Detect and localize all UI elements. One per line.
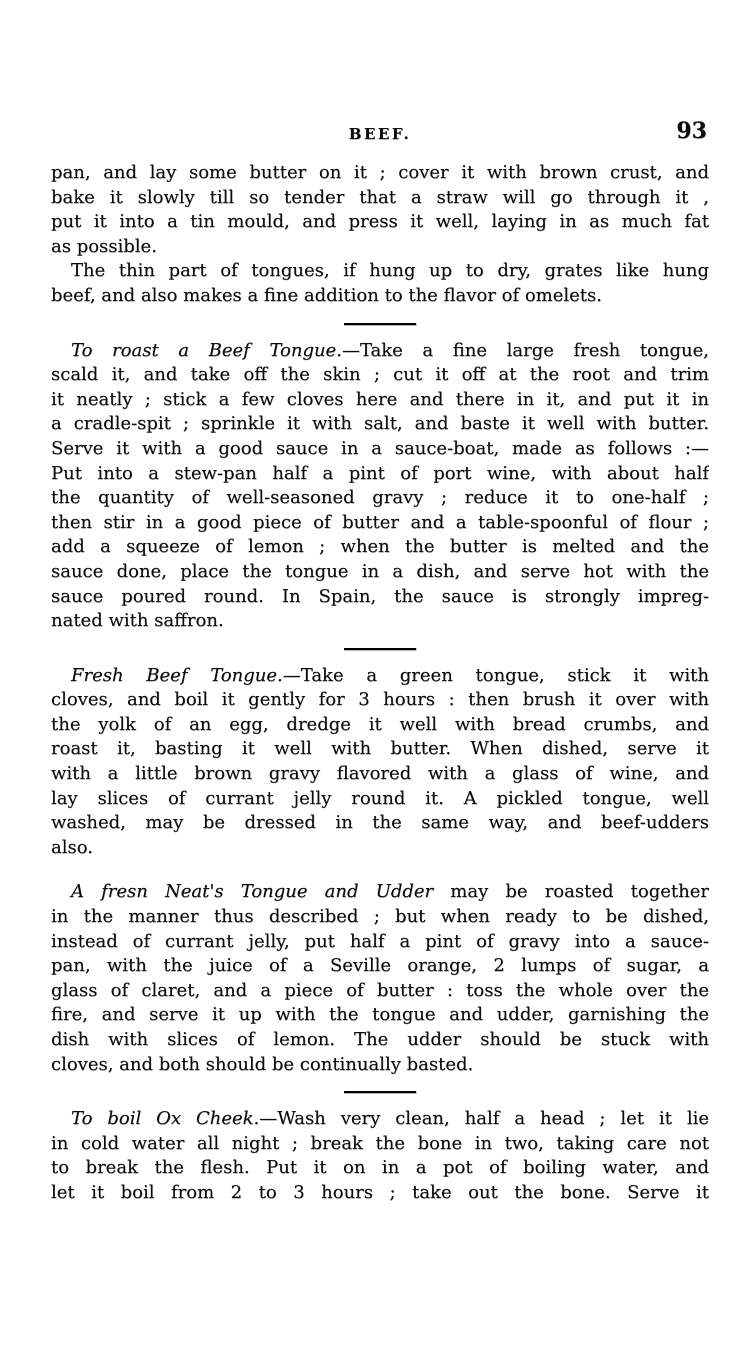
text-segment: with a little brown gravy flavored with a glass of wine, and <box>51 763 709 785</box>
text-line <box>51 930 709 955</box>
text-segment: as possible. <box>51 235 157 257</box>
text-line <box>51 811 709 836</box>
text-segment: fire, and serve it up with the tongue and udder, garnishing the <box>51 1004 709 1026</box>
text-line <box>51 535 709 560</box>
text-segment: lay slices of currant jelly round it. A pickled tongue, well <box>51 787 709 809</box>
text-line <box>51 1156 709 1181</box>
text-segment: may be roasted together <box>433 881 709 903</box>
text-segment: put it into a tin mould, and press it well, laying in as much fat <box>51 211 709 233</box>
text-segment: Put into a stew-pan half a pint of port wine, with about half <box>51 462 709 484</box>
text-segment: —Take a green tongue, stick it with <box>282 664 709 686</box>
text-line <box>51 1107 709 1132</box>
text-segment: the yolk of an egg, dredge it well with bread crumbs, and <box>51 713 709 735</box>
text-line <box>51 339 709 364</box>
text-segment: then stir in a good piece of butter and a table-spoonful of flour ; <box>51 511 709 533</box>
page-number: 93 <box>676 118 707 144</box>
text-segment: glass of claret, and a piece of butter : toss the whole over the <box>51 979 709 1001</box>
text-line <box>51 363 709 388</box>
text-line <box>51 880 709 905</box>
text-line <box>51 688 709 713</box>
text-segment: sauce poured round. In Spain, the sauce is strongly impreg- <box>51 585 709 607</box>
text-line <box>51 954 709 979</box>
text-line <box>51 412 709 437</box>
text-line <box>51 609 709 634</box>
text-segment: instead of currant jelly, put half a pint of gravy into a sauce- <box>51 930 709 952</box>
recipe-title: To roast a Beef Tongue. <box>71 339 342 361</box>
text-line <box>51 284 709 309</box>
text-segment: nated with saffron. <box>51 610 224 632</box>
text-segment: —Take a fine large fresh tongue, <box>341 339 709 361</box>
recipe-title: A fresn Neat's Tongue and Udder <box>71 881 434 903</box>
text-segment: sauce done, place the tongue in a dish, and serve hot with the <box>51 560 709 582</box>
text-segment: cloves, and boil it gently for 3 hours : then brush it over with <box>51 689 709 711</box>
text-line <box>51 210 709 235</box>
text-line <box>51 1028 709 1053</box>
text-line <box>51 713 709 738</box>
text-segment: the quantity of well-seasoned gravy ; reduce it to one-half ; <box>51 487 709 509</box>
text-segment: let it boil from 2 to 3 hours ; take out the bone. Serve it <box>51 1181 709 1203</box>
text-line <box>51 1053 709 1078</box>
running-head-title: BEEF. <box>348 125 412 143</box>
text-segment: washed, may be dressed in the same way, and beef-udders <box>51 812 709 834</box>
divider-line <box>344 323 416 325</box>
text-line <box>51 1132 709 1157</box>
text-line <box>51 511 709 536</box>
text-line <box>51 161 709 186</box>
intro-continuation-paragraph <box>51 161 709 259</box>
text-line <box>51 1003 709 1028</box>
text-line <box>51 762 709 787</box>
text-line <box>51 787 709 812</box>
text-line <box>51 560 709 585</box>
boil-ox-cheek-recipe <box>51 1107 709 1205</box>
divider-line <box>344 1091 416 1093</box>
text-line <box>51 486 709 511</box>
text-line <box>51 737 709 762</box>
text-line <box>51 462 709 487</box>
text-line <box>51 186 709 211</box>
fresh-beef-tongue-recipe <box>51 664 709 861</box>
text-segment: in cold water all night ; break the bone in two, taking care not <box>51 1132 709 1154</box>
text-segment: Serve it with a good sauce in a sauce-boat, made as follows :— <box>51 437 709 459</box>
text-segment: beef, and also makes a fine addition to the flavor of omelets. <box>51 284 603 306</box>
text-segment: cloves, and both should be continually basted. <box>51 1053 474 1075</box>
roast-beef-tongue-recipe <box>51 339 709 634</box>
text-line <box>51 664 709 689</box>
text-line <box>51 585 709 610</box>
text-line <box>51 1181 709 1206</box>
text-segment: it neatly ; stick a few cloves here and there in it, and put it in <box>51 388 709 410</box>
neats-tongue-and-udder-recipe <box>51 880 709 1077</box>
text-column <box>51 161 709 1206</box>
text-segment: —Wash very clean, half a head ; let it lie <box>259 1108 709 1130</box>
text-segment: pan, and lay some butter on it ; cover it with brown crust, and <box>51 162 709 183</box>
text-line <box>51 235 709 260</box>
running-head <box>51 118 709 144</box>
text-line <box>51 437 709 462</box>
text-segment: pan, with the juice of a Seville orange, 2 lumps of sugar, a <box>51 955 709 977</box>
section-divider <box>51 309 709 339</box>
text-line <box>51 836 709 861</box>
text-line <box>51 905 709 930</box>
text-segment: bake it slowly till so tender that a straw will go through it , <box>51 186 709 208</box>
text-segment: to break the flesh. Put it on in a pot of boiling water, and <box>51 1157 709 1179</box>
divider-line <box>344 648 416 650</box>
text-segment: scald it, and take off the skin ; cut it off at the root and trim <box>51 364 709 386</box>
text-line <box>51 979 709 1004</box>
recipe-title: Fresh Beef Tongue. <box>71 664 283 686</box>
section-divider <box>51 1077 709 1107</box>
section-divider <box>51 634 709 664</box>
recipe-title: To boil Ox Cheek. <box>71 1108 260 1130</box>
text-line <box>51 259 709 284</box>
text-segment: dish with slices of lemon. The udder should be stuck with <box>51 1029 709 1050</box>
text-line <box>51 388 709 413</box>
text-segment: add a squeeze of lemon ; when the butter is melted and the <box>51 536 709 558</box>
text-segment: roast it, basting it well with butter. When dished, serve it <box>51 738 709 760</box>
text-segment: also. <box>51 836 93 858</box>
text-segment: in the manner thus described ; but when ready to be dished, <box>51 906 709 928</box>
text-segment: The thin part of tongues, if hung up to dry, grates like hung <box>71 260 709 282</box>
tongue-drying-note-paragraph <box>51 259 709 308</box>
text-segment: a cradle-spit ; sprinkle it with salt, and baste it well with butter. <box>51 413 709 435</box>
